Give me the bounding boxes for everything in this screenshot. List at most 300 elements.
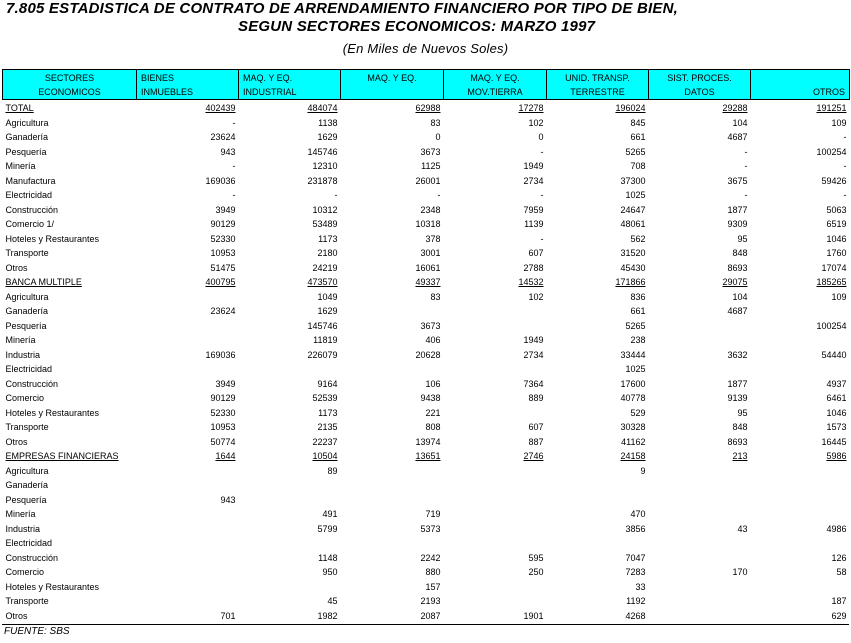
cell-bienes-inmuebles: 943 [220, 494, 236, 505]
cell-bienes-inmuebles: 10953 [210, 422, 236, 433]
cell-maq-mov-tierra [444, 580, 547, 595]
cell-unid-transp: 37300 [620, 175, 646, 186]
cell-unid-transp: 7283 [625, 567, 646, 578]
row-label: Minería [5, 509, 36, 520]
cell-otros: 1046 [826, 233, 847, 244]
cell-maq-industrial: 473570 [307, 277, 338, 288]
header-maq-mov-tierra [444, 70, 547, 100]
cell-otros [751, 493, 850, 508]
cell-otros: 1573 [826, 422, 847, 433]
cell-maq-eq: 719 [425, 509, 441, 520]
row-label: Construcción [5, 378, 59, 389]
cell-maq-mov-tierra: 595 [528, 552, 544, 563]
cell-maq-mov-tierra: 2734 [523, 349, 544, 360]
cell-sist-proces: 95 [737, 407, 748, 418]
cell-bienes-inmuebles: 23624 [210, 306, 236, 317]
cell-bienes-inmuebles: 52330 [210, 407, 236, 418]
cell-unid-transp [547, 478, 649, 493]
bottom-rule [2, 624, 849, 625]
table-row [3, 406, 850, 421]
section-total-row [3, 100, 850, 116]
cell-otros [751, 580, 850, 595]
header-maq-eq [341, 70, 444, 100]
cell-bienes-inmuebles: 90129 [210, 219, 236, 230]
cell-unid-transp: 529 [630, 407, 646, 418]
cell-otros: 6461 [826, 393, 847, 404]
cell-sist-proces: 104 [732, 117, 748, 128]
table-row [3, 174, 850, 189]
cell-maq-mov-tierra [444, 493, 547, 508]
cell-bienes-inmuebles: 51475 [210, 262, 236, 273]
cell-otros: 126 [831, 552, 847, 563]
row-label: Minería [5, 335, 36, 346]
cell-maq-eq: 2193 [420, 596, 441, 607]
cell-unid-transp: 661 [630, 132, 646, 143]
cell-maq-industrial: 1173 [318, 407, 338, 418]
row-label: Otros [5, 610, 28, 621]
cell-maq-mov-tierra: 2734 [523, 175, 544, 186]
row-label: Industria [5, 523, 41, 534]
cell-bienes-inmuebles: 701 [220, 610, 236, 621]
cell-maq-industrial [239, 580, 341, 595]
header-line1: UNID. TRANSP. [565, 72, 630, 83]
cell-otros: 109 [831, 291, 847, 302]
cell-maq-industrial: 22237 [312, 436, 338, 447]
cell-bienes-inmuebles: - [232, 161, 236, 172]
cell-unid-transp: 41162 [621, 436, 646, 447]
cell-maq-mov-tierra: 2746 [523, 451, 544, 462]
row-label: EMPRESAS FINANCIERAS [5, 451, 119, 462]
table-row [3, 435, 850, 450]
cell-maq-mov-tierra: 17278 [518, 103, 544, 114]
cell-maq-eq [341, 493, 444, 508]
cell-bienes-inmuebles: 169036 [205, 175, 236, 186]
cell-bienes-inmuebles [137, 507, 239, 522]
row-label: Hoteles y Restaurantes [5, 581, 100, 592]
cell-maq-eq: 20628 [415, 349, 441, 360]
cell-maq-industrial: 145746 [307, 146, 338, 157]
cell-maq-industrial: 10504 [312, 451, 338, 462]
row-label: Agricultura [5, 465, 49, 476]
table-row [3, 145, 850, 160]
cell-otros: 109 [831, 117, 847, 128]
row-label: Ganadería [5, 132, 49, 143]
row-label: Transporte [5, 422, 49, 433]
cell-maq-eq [341, 464, 444, 479]
row-label: Transporte [5, 248, 49, 259]
cell-otros [751, 304, 850, 319]
row-label: Hoteles y Restaurantes [5, 233, 100, 244]
cell-maq-eq: 10318 [415, 219, 441, 230]
cell-maq-eq [341, 304, 444, 319]
header-line2: INMUEBLES [141, 86, 194, 97]
cell-otros: 6519 [826, 219, 847, 230]
cell-maq-eq: 13651 [415, 451, 441, 462]
cell-unid-transp: 1025 [625, 364, 646, 375]
table-row [3, 203, 850, 218]
header-sist-proces [649, 70, 751, 100]
cell-bienes-inmuebles: 169036 [205, 349, 236, 360]
cell-maq-mov-tierra: 7959 [523, 204, 544, 215]
cell-maq-mov-tierra: - [540, 233, 544, 244]
cell-maq-industrial: 226079 [307, 349, 338, 360]
cell-maq-eq: 3673 [420, 320, 441, 331]
cell-maq-mov-tierra: 1949 [523, 335, 544, 346]
cell-sist-proces [649, 493, 751, 508]
cell-maq-eq: 62988 [415, 103, 441, 114]
cell-otros: 1046 [826, 407, 847, 418]
row-label: Construcción [5, 204, 59, 215]
table-row [3, 290, 850, 305]
cell-maq-mov-tierra [444, 507, 547, 522]
cell-maq-mov-tierra: 607 [528, 248, 544, 259]
leasing-table [2, 69, 850, 623]
row-label: Electricidad [5, 190, 53, 201]
header-line1 [755, 71, 845, 85]
table-row [3, 565, 850, 580]
cell-bienes-inmuebles: 3949 [215, 204, 236, 215]
header-line2: INDUSTRIAL [243, 86, 297, 97]
cell-sist-proces [649, 319, 751, 334]
table-row [3, 478, 850, 493]
cell-sist-proces: 4687 [727, 306, 748, 317]
cell-unid-transp: 24647 [620, 204, 646, 215]
cell-sist-proces [649, 609, 751, 624]
cell-bienes-inmuebles: 23624 [210, 132, 236, 143]
row-label: Hoteles y Restaurantes [5, 407, 100, 418]
cell-maq-eq: 5373 [420, 523, 441, 534]
cell-maq-eq: 2087 [420, 610, 441, 621]
cell-unid-transp: 845 [630, 117, 646, 128]
cell-maq-eq: 26001 [415, 175, 441, 186]
table-row [3, 493, 850, 508]
table-row [3, 319, 850, 334]
table-row [3, 217, 850, 232]
header-line1: BIENES [141, 72, 175, 83]
cell-unid-transp: 836 [630, 291, 646, 302]
cell-unid-transp: 562 [630, 233, 646, 244]
cell-maq-mov-tierra [444, 362, 547, 377]
cell-unid-transp: 4268 [625, 610, 646, 621]
cell-maq-mov-tierra [444, 464, 547, 479]
cell-otros [751, 507, 850, 522]
cell-bienes-inmuebles: 400795 [205, 277, 236, 288]
cell-unid-transp: 31520 [620, 248, 646, 259]
cell-maq-eq: 2348 [420, 204, 441, 215]
cell-sist-proces [649, 580, 751, 595]
cell-maq-industrial: 10312 [312, 204, 338, 215]
row-label: Comercio [5, 567, 45, 578]
cell-maq-mov-tierra [444, 319, 547, 334]
report-subtitle: (En Miles de Nuevos Soles) [342, 41, 509, 56]
cell-bienes-inmuebles [137, 565, 239, 580]
cell-maq-eq: 83 [430, 117, 441, 128]
cell-maq-industrial: 89 [327, 465, 338, 476]
header-line2: ECONOMICOS [38, 86, 101, 97]
cell-bienes-inmuebles [137, 478, 239, 493]
cell-unid-transp: 33444 [620, 349, 646, 360]
cell-unid-transp: 33 [635, 581, 646, 592]
row-label: Electricidad [5, 538, 53, 549]
cell-otros: 629 [831, 610, 847, 621]
header-line1: MAQ. Y EQ. [470, 72, 520, 83]
cell-sist-proces [649, 594, 751, 609]
cell-otros: 100254 [816, 146, 847, 157]
cell-unid-transp: 40778 [620, 393, 646, 404]
cell-maq-eq: 808 [425, 422, 441, 433]
cell-maq-industrial: 231878 [307, 175, 338, 186]
row-label: Pesquería [5, 146, 47, 157]
cell-maq-industrial: 145746 [307, 320, 338, 331]
cell-bienes-inmuebles: - [232, 190, 236, 201]
cell-bienes-inmuebles [137, 522, 239, 537]
cell-maq-eq: - [437, 190, 441, 201]
cell-maq-industrial: 2180 [317, 248, 338, 259]
cell-maq-industrial: 53489 [312, 219, 338, 230]
cell-maq-eq: 1125 [421, 161, 441, 172]
cell-unid-transp: 708 [630, 161, 646, 172]
cell-bienes-inmuebles [137, 551, 239, 566]
table-row [3, 116, 850, 131]
cell-maq-industrial: 52539 [312, 393, 338, 404]
table-row [3, 391, 850, 406]
row-label: Ganadería [5, 306, 49, 317]
cell-maq-mov-tierra: 250 [528, 567, 544, 578]
cell-maq-eq: 13974 [415, 436, 441, 447]
cell-bienes-inmuebles [137, 580, 239, 595]
cell-otros: 5063 [826, 204, 847, 215]
cell-unid-transp: 48061 [620, 219, 646, 230]
cell-maq-mov-tierra [444, 478, 547, 493]
cell-maq-industrial: 1173 [318, 233, 338, 244]
row-label: Comercio [5, 393, 45, 404]
cell-maq-mov-tierra [444, 536, 547, 551]
cell-maq-industrial [239, 362, 341, 377]
cell-sist-proces: 3632 [727, 349, 748, 360]
cell-sist-proces [649, 507, 751, 522]
source-note: FUENTE: SBS [4, 626, 70, 637]
cell-otros: 59426 [821, 175, 847, 186]
cell-unid-transp: 5265 [625, 146, 646, 157]
table-row [3, 159, 850, 174]
cell-maq-eq: 0 [435, 132, 441, 143]
cell-sist-proces [649, 333, 751, 348]
cell-maq-industrial: 45 [327, 596, 338, 607]
cell-sist-proces: 8693 [727, 436, 748, 447]
cell-sist-proces: 43 [737, 523, 748, 534]
cell-sist-proces: 848 [732, 248, 748, 259]
cell-maq-eq [341, 478, 444, 493]
header-line1: MAQ. Y EQ. [243, 72, 293, 83]
row-label: BANCA MULTIPLE [5, 277, 82, 288]
cell-otros: 58 [836, 567, 847, 578]
cell-unid-transp: 45430 [620, 262, 646, 273]
cell-maq-industrial: 1629 [317, 306, 338, 317]
cell-otros: 185265 [816, 277, 847, 288]
table-row [3, 304, 850, 319]
header-line2 [345, 85, 439, 99]
cell-unid-transp: 5265 [625, 320, 646, 331]
row-label: Ganadería [5, 480, 49, 491]
row-label: Industria [5, 349, 41, 360]
cell-unid-transp: 470 [630, 509, 646, 520]
table-row [3, 522, 850, 537]
cell-sist-proces: 8693 [727, 262, 748, 273]
cell-otros: 100254 [816, 320, 847, 331]
report-title-line1: 7.805 ESTADISTICA DE CONTRATO DE ARRENDAMIENTO FINANCIERO POR TIPO DE BIEN, [6, 0, 679, 17]
cell-otros: 54440 [821, 349, 847, 360]
cell-maq-mov-tierra: 2788 [523, 262, 544, 273]
cell-sist-proces [649, 478, 751, 493]
cell-maq-eq [341, 536, 444, 551]
row-label: Otros [5, 262, 28, 273]
row-label: Agricultura [5, 291, 49, 302]
cell-maq-industrial: 9164 [317, 378, 338, 389]
cell-maq-mov-tierra: 889 [528, 393, 544, 404]
cell-maq-eq: 106 [425, 378, 441, 389]
cell-maq-industrial: 1629 [317, 132, 338, 143]
cell-otros: 17074 [821, 262, 847, 273]
header-line2: MOV.TIERRA [467, 86, 523, 97]
report-title-line2: SEGUN SECTORES ECONOMICOS: MARZO 1997 [238, 18, 596, 35]
section-total-row [3, 275, 850, 290]
table-row [3, 188, 850, 203]
cell-maq-industrial: 1138 [318, 117, 338, 128]
cell-bienes-inmuebles: 10953 [210, 248, 236, 259]
cell-sist-proces [649, 464, 751, 479]
table-row [3, 507, 850, 522]
cell-sist-proces: 9309 [727, 219, 748, 230]
cell-sist-proces: 1877 [727, 378, 748, 389]
cell-maq-mov-tierra: 14532 [518, 277, 544, 288]
row-label: Comercio 1/ [5, 219, 55, 230]
cell-sist-proces [649, 551, 751, 566]
cell-maq-mov-tierra: 607 [528, 422, 544, 433]
cell-unid-transp: 196024 [615, 103, 646, 114]
cell-unid-transp: 7047 [625, 552, 646, 563]
row-label: Agricultura [5, 117, 49, 128]
cell-otros: - [843, 132, 847, 143]
cell-bienes-inmuebles: 1644 [215, 451, 236, 462]
header-line1: SIST. PROCES. [667, 72, 732, 83]
cell-maq-eq: 2242 [420, 552, 441, 563]
cell-maq-industrial: 11819 [313, 335, 338, 346]
row-label: Pesquería [5, 494, 47, 505]
row-label: Transporte [5, 596, 49, 607]
table-row [3, 348, 850, 363]
cell-unid-transp: 1192 [626, 596, 646, 607]
cell-sist-proces: 9139 [727, 393, 748, 404]
cell-maq-industrial: 12310 [312, 161, 338, 172]
cell-otros: 187 [831, 596, 847, 607]
cell-bienes-inmuebles: 50774 [210, 436, 236, 447]
section-total-row [3, 449, 850, 464]
cell-unid-transp [547, 493, 649, 508]
header-sectores [3, 70, 137, 100]
cell-maq-mov-tierra: - [540, 146, 544, 157]
cell-bienes-inmuebles: 943 [220, 146, 236, 157]
table-row [3, 377, 850, 392]
cell-maq-mov-tierra [444, 594, 547, 609]
cell-bienes-inmuebles: 3949 [215, 378, 236, 389]
table-row [3, 261, 850, 276]
cell-bienes-inmuebles: 402439 [205, 103, 236, 114]
cell-maq-eq: 378 [425, 233, 441, 244]
cell-bienes-inmuebles [137, 362, 239, 377]
cell-sist-proces: 104 [732, 291, 748, 302]
cell-maq-mov-tierra [444, 406, 547, 421]
cell-maq-industrial [239, 493, 341, 508]
cell-sist-proces: 4687 [727, 132, 748, 143]
cell-maq-eq [341, 362, 444, 377]
cell-otros [751, 464, 850, 479]
cell-maq-eq: 16061 [415, 262, 441, 273]
cell-unid-transp: 9 [640, 465, 646, 476]
cell-sist-proces [649, 536, 751, 551]
cell-bienes-inmuebles [137, 464, 239, 479]
table-row [3, 333, 850, 348]
cell-unid-transp: 238 [630, 335, 646, 346]
cell-maq-mov-tierra: 102 [528, 117, 544, 128]
cell-otros: 4937 [826, 378, 847, 389]
cell-unid-transp: 30328 [620, 422, 646, 433]
cell-maq-mov-tierra: 0 [538, 132, 544, 143]
cell-maq-industrial: 484074 [307, 103, 338, 114]
cell-maq-mov-tierra: 1901 [523, 610, 544, 621]
row-label: Construcción [5, 552, 59, 563]
cell-otros [751, 333, 850, 348]
cell-bienes-inmuebles [137, 536, 239, 551]
header-line2: OTROS [812, 86, 845, 97]
cell-sist-proces: 1877 [727, 204, 748, 215]
cell-maq-industrial: 1148 [318, 552, 338, 563]
cell-maq-industrial: 950 [322, 567, 338, 578]
cell-sist-proces [649, 362, 751, 377]
cell-maq-mov-tierra: 7364 [523, 378, 544, 389]
table-row [3, 246, 850, 261]
cell-unid-transp: 1025 [625, 190, 646, 201]
cell-maq-industrial: 491 [322, 509, 338, 520]
table-row [3, 130, 850, 145]
cell-otros: 1760 [826, 248, 847, 259]
cell-sist-proces: 213 [732, 451, 748, 462]
row-label: Otros [5, 436, 28, 447]
cell-bienes-inmuebles [137, 594, 239, 609]
cell-maq-eq: 3673 [420, 146, 441, 157]
header-maq-industrial [239, 70, 341, 100]
cell-sist-proces: - [744, 190, 748, 201]
cell-otros [751, 362, 850, 377]
header-unid-transp [547, 70, 649, 100]
cell-maq-eq: 49337 [415, 277, 441, 288]
cell-maq-industrial: - [334, 190, 338, 201]
cell-maq-eq: 9438 [420, 393, 441, 404]
cell-maq-industrial: 24219 [312, 262, 338, 273]
cell-sist-proces: 848 [732, 422, 748, 433]
header-otros [751, 70, 850, 100]
table-row [3, 536, 850, 551]
cell-bienes-inmuebles: 52330 [210, 233, 236, 244]
cell-bienes-inmuebles: - [232, 117, 236, 128]
cell-maq-mov-tierra: 1139 [524, 219, 544, 230]
cell-maq-mov-tierra [444, 304, 547, 319]
cell-unid-transp: 24158 [620, 451, 646, 462]
row-label: Pesquería [5, 320, 47, 331]
table-row [3, 551, 850, 566]
cell-otros: 4986 [826, 523, 847, 534]
cell-maq-eq: 880 [425, 567, 441, 578]
cell-sist-proces: - [744, 146, 748, 157]
